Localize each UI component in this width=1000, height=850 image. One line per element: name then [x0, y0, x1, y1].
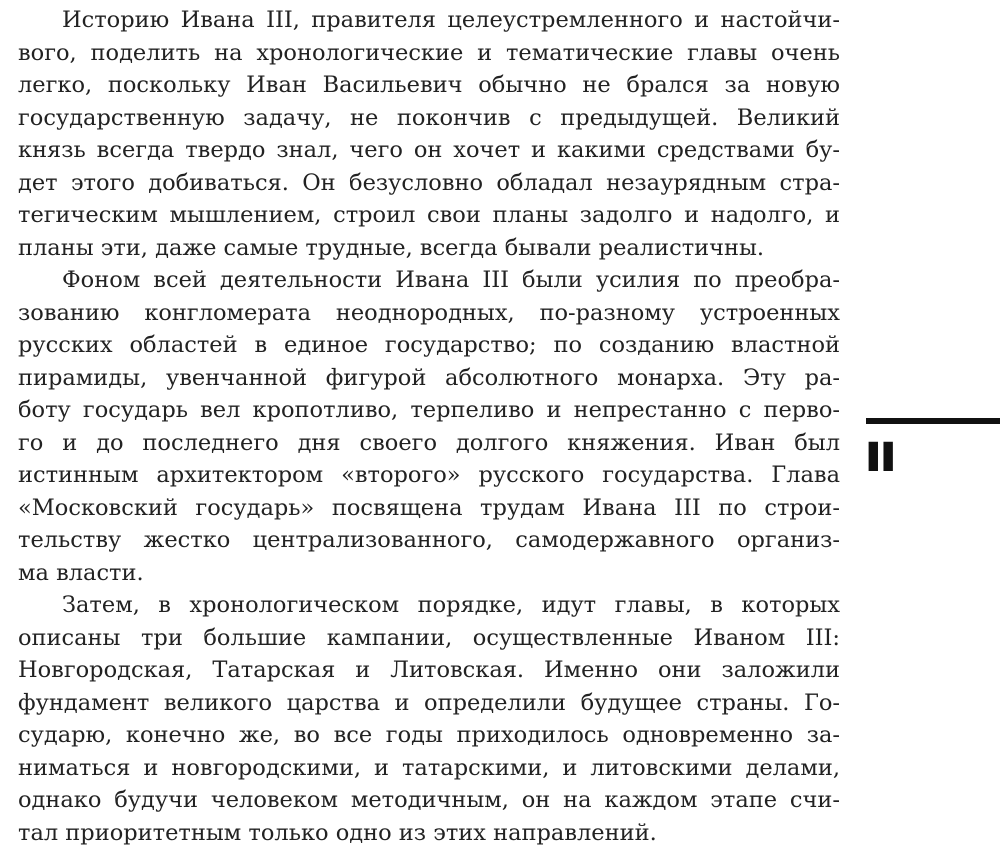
text-line: вого, поделить на хронологические и тематические главы очень: [18, 39, 840, 66]
paragraph: [18, 4, 840, 264]
text-line: зованию конгломерата неоднородных, по-разному устроенных: [18, 299, 840, 326]
text-line: тегическим мышлением, строил свои планы задолго и надолго, и: [18, 202, 840, 228]
text-line: Новгородская, Татарская и Литовская. Именно они заложили: [18, 657, 840, 683]
margin-rule: [866, 418, 1000, 424]
text-line: фундамент великого царства и определили будущее страны. Го-: [18, 689, 840, 716]
text-line: ниматься и новгородскими, и татарскими, и литовскими делами,: [18, 754, 840, 781]
text-line: тал приоритетным только одно из этих направлений.: [18, 819, 657, 846]
text-line: князь всегда твердо знал, чего он хочет и какими средствами бу-: [18, 137, 840, 163]
text-line: русских областей в единое государство; по созданию властной: [18, 332, 840, 358]
paragraph: [18, 589, 840, 849]
text-line: го и до последнего дня своего долгого княжения. Иван был: [18, 429, 840, 456]
text-line: Историю Ивана III, правителя целеустремленного и настойчи-: [62, 7, 840, 33]
text-line: ма власти.: [18, 559, 144, 586]
text-line: сударю, конечно же, во все годы приходилось одновременно за-: [18, 722, 840, 748]
text-line: тельству жестко централизованного, самодержавного организ-: [18, 527, 840, 553]
body-text: [18, 4, 840, 849]
text-line: описаны три большие кампании, осуществленные Иваном III:: [18, 624, 840, 651]
text-line: однако будучи человеком методичным, он на каждом этапе счи-: [18, 787, 840, 813]
paragraph: [18, 264, 840, 589]
text-line: «Московский государь» посвящена трудам Ивана III по строи-: [18, 494, 840, 521]
text-line: государственную задачу, не покончив с предыдущей. Великий: [18, 104, 840, 131]
text-line: истинным архитектором «второго» русского государства. Глава: [18, 462, 840, 488]
text-line: пирамиды, увенчанной фигурой абсолютного монарха. Эту ра-: [18, 364, 840, 391]
text-line: дет этого добиваться. Он безусловно обладал незаурядным стра-: [18, 169, 840, 196]
text-line: легко, поскольку Иван Васильевич обычно не брался за новую: [18, 72, 840, 98]
text-line: Фоном всей деятельности Ивана III были усилия по преобра-: [62, 267, 840, 293]
text-line: Затем, в хронологическом порядке, идут главы, в которых: [62, 592, 840, 618]
text-line: боту государь вел кропотливо, терпеливо и непрестанно с перво-: [18, 397, 840, 423]
text-line: планы эти, даже самые трудные, всегда бывали реалистичны.: [18, 234, 765, 261]
chapter-number: II: [864, 435, 894, 481]
